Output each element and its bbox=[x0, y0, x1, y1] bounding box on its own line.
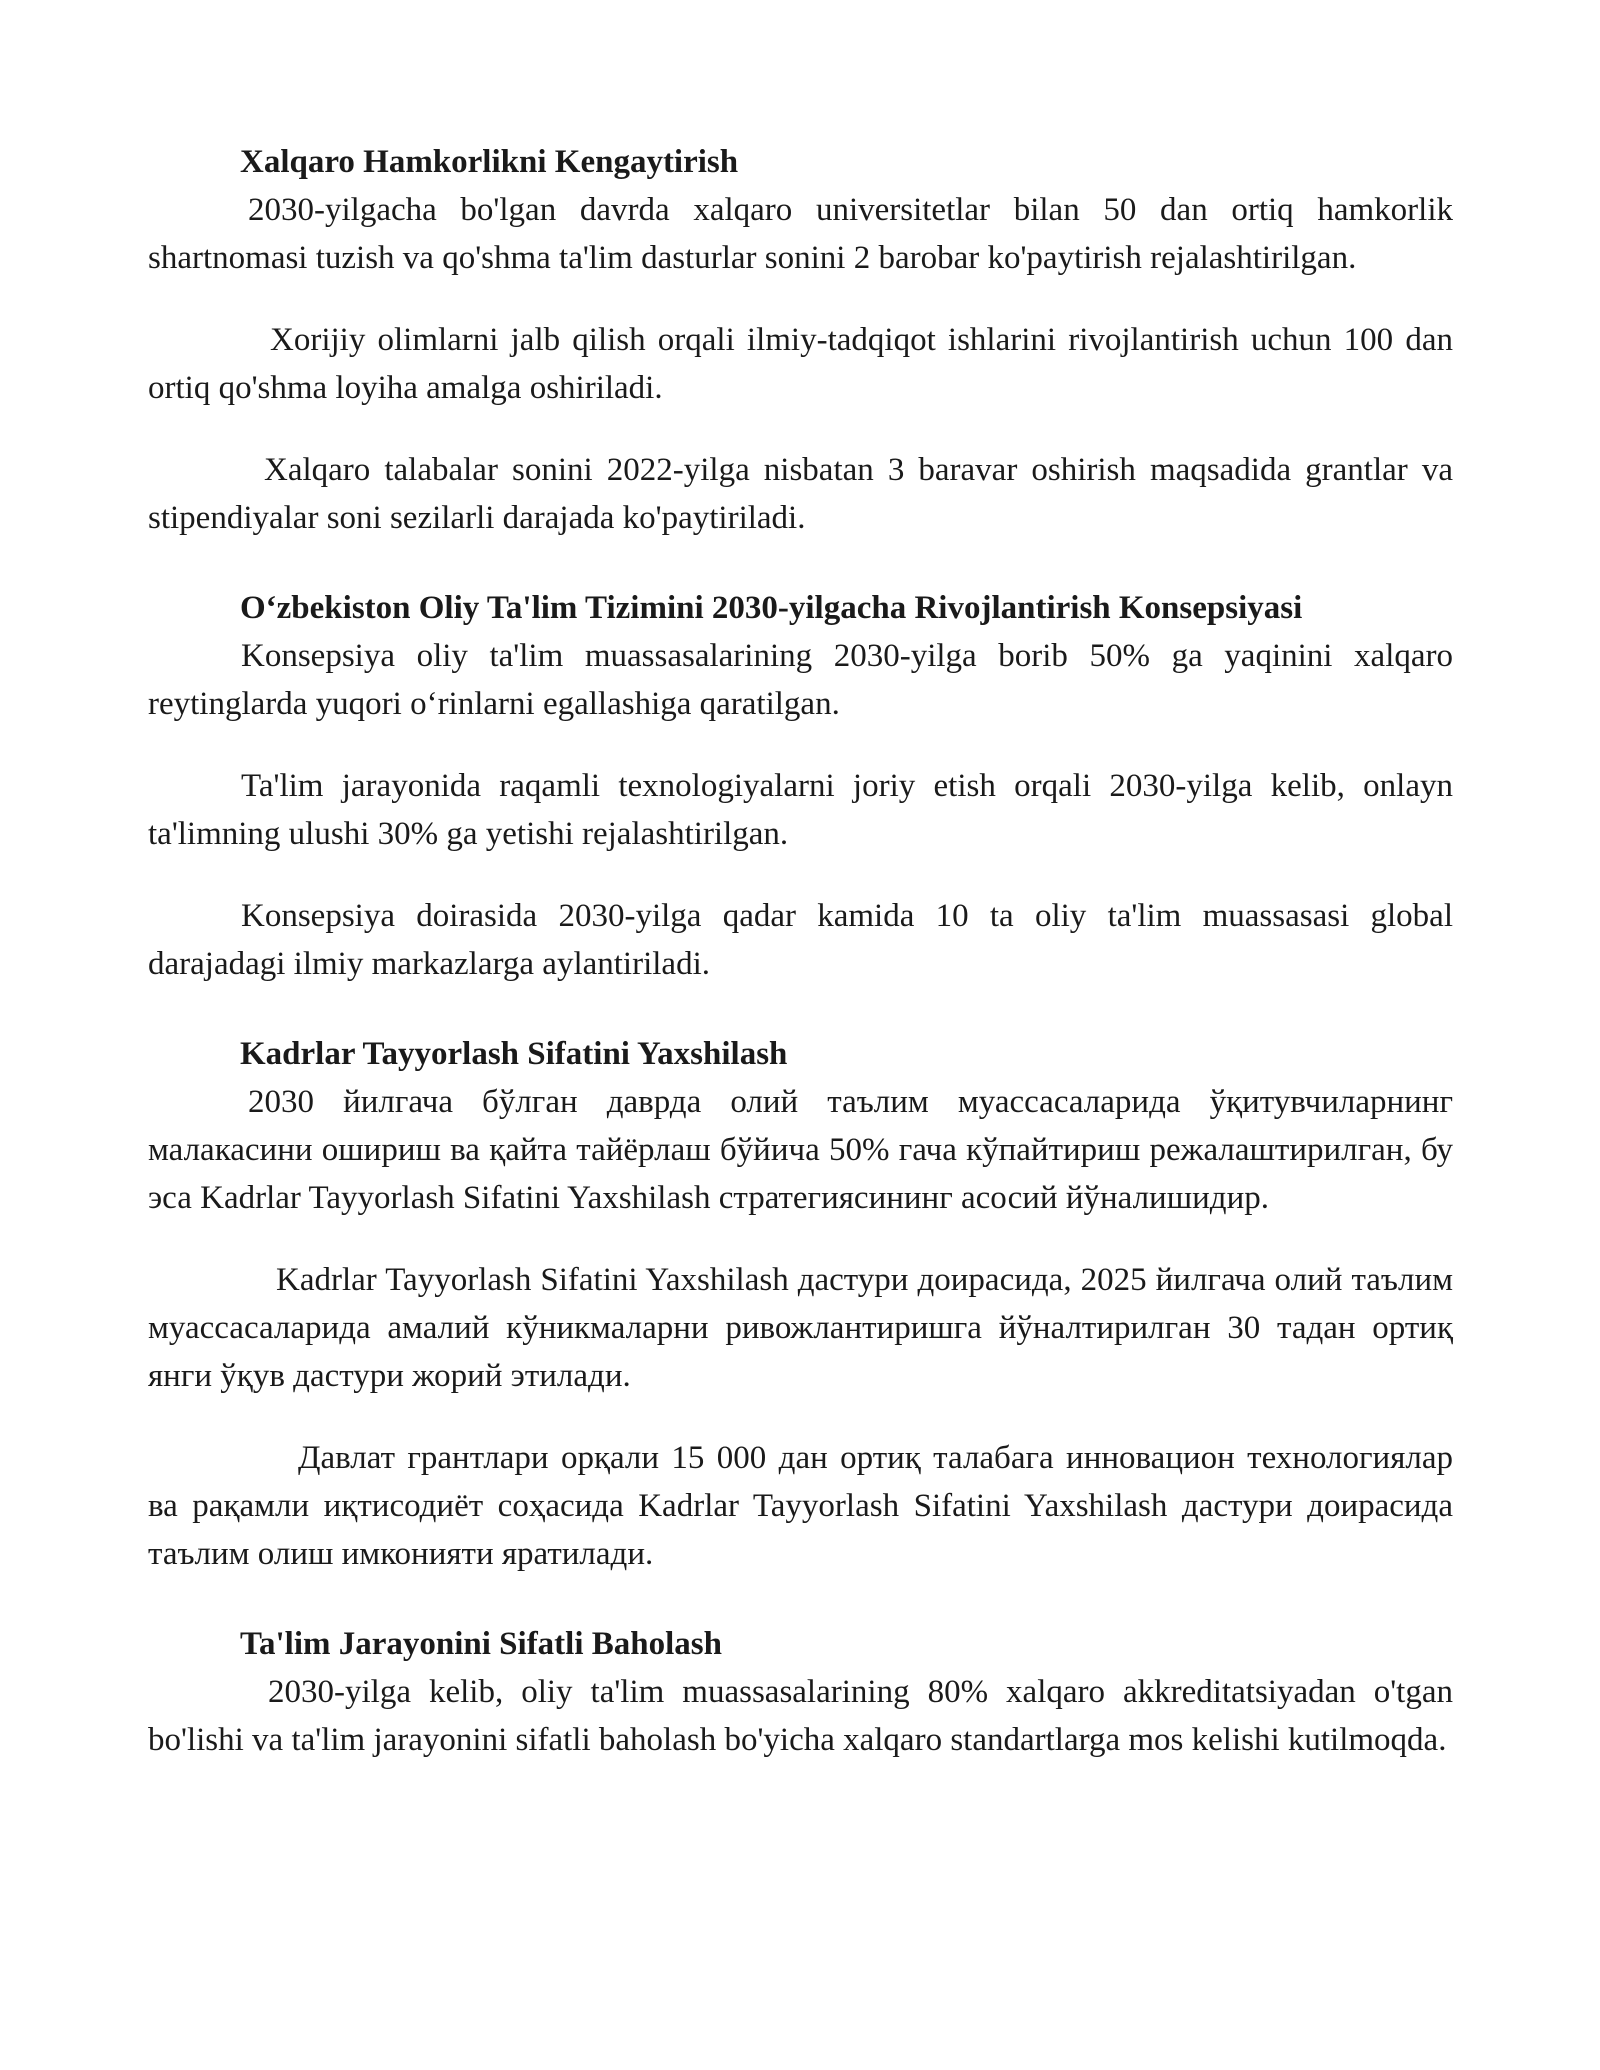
paragraph: Ta'lim jarayonida raqamli texnologiyalarni joriy etish orqali 2030-yilga kelib, onlayn ta'limning ulushi 30% ga yetishi rejalashtirilgan. bbox=[148, 768, 1453, 852]
section-heading: Kadrlar Tayyorlash Sifatini Yaxshilash bbox=[240, 1036, 788, 1072]
paragraph: 2030 йилгача бўлган даврда олий таълим муассасаларида ўқитувчиларнинг малакасини ошириш ва қайта тайёрлаш бўйича 50% гача кўпайтириш режалаштирилган, бу эса Kadrlar Tayyorlash Sifatini Yaxshilash стратегиясининг асосий йўналишидир. bbox=[148, 1084, 1453, 1216]
section-heading: Ta'lim Jarayonini Sifatli Baholash bbox=[240, 1626, 722, 1662]
paragraph: Kadrlar Tayyorlash Sifatini Yaxshilash дастури доирасида, 2025 йилгача олий таълим муассасаларида амалий кўникмаларни ривожлантиришга йўналтирилган 30 тадан ортиқ янги ўқув дастури жорий этилади. bbox=[148, 1262, 1453, 1394]
paragraph: 2030-yilgacha bo'lgan davrda xalqaro universitetlar bilan 50 dan ortiq hamkorlik shartnomasi tuzish va qo'shma ta'lim dasturlar sonini 2 barobar ko'paytirish rejalashtirilgan. bbox=[148, 192, 1453, 276]
section-heading: Xalqaro Hamkorlikni Kengaytirish bbox=[240, 144, 739, 180]
section-heading: Oʻzbekiston Oliy Ta'lim Tizimini 2030-yilgacha Rivojlantirish Konsepsiyasi bbox=[240, 590, 1303, 626]
paragraph: 2030-yilga kelib, oliy ta'lim muassasalarining 80% xalqaro akkreditatsiyadan o'tgan bo'lishi va ta'lim jarayonini sifatli baholash bo'yicha xalqaro standartlarga mos kelishi kutilmoqda. bbox=[148, 1674, 1453, 1758]
paragraph: Xorijiy olimlarni jalb qilish orqali ilmiy-tadqiqot ishlarini rivojlantirish uchun 100 dan ortiq qo'shma loyiha amalga oshiriladi. bbox=[148, 322, 1453, 406]
section-xalqaro-hamkorlik bbox=[148, 138, 1453, 542]
document-page bbox=[148, 138, 1453, 1806]
paragraph: Давлат грантлари орқали 15 000 дан ортиқ талабага инновацион технологиялар ва рақамли иқтисодиёт соҳасида Kadrlar Tayyorlash Sifatini Yaxshilash дастури доирасида таълим олиш имконияти яратилади. bbox=[148, 1440, 1453, 1572]
paragraph: Konsepsiya oliy ta'lim muassasalarining 2030-yilga borib 50% ga yaqinini xalqaro reytinglarda yuqori oʻrinlarni egallashiga qaratilgan. bbox=[148, 638, 1453, 722]
section-kadrlar-tayyorlash bbox=[148, 1030, 1453, 1578]
section-konsepsiya bbox=[148, 584, 1453, 988]
section-talim-baholash bbox=[148, 1620, 1453, 1764]
paragraph: Konsepsiya doirasida 2030-yilga qadar kamida 10 ta oliy ta'lim muassasasi global darajadagi ilmiy markazlarga aylantiriladi. bbox=[148, 898, 1453, 982]
paragraph: Xalqaro talabalar sonini 2022-yilga nisbatan 3 baravar oshirish maqsadida grantlar va stipendiyalar soni sezilarli darajada ko'paytiriladi. bbox=[148, 452, 1453, 536]
